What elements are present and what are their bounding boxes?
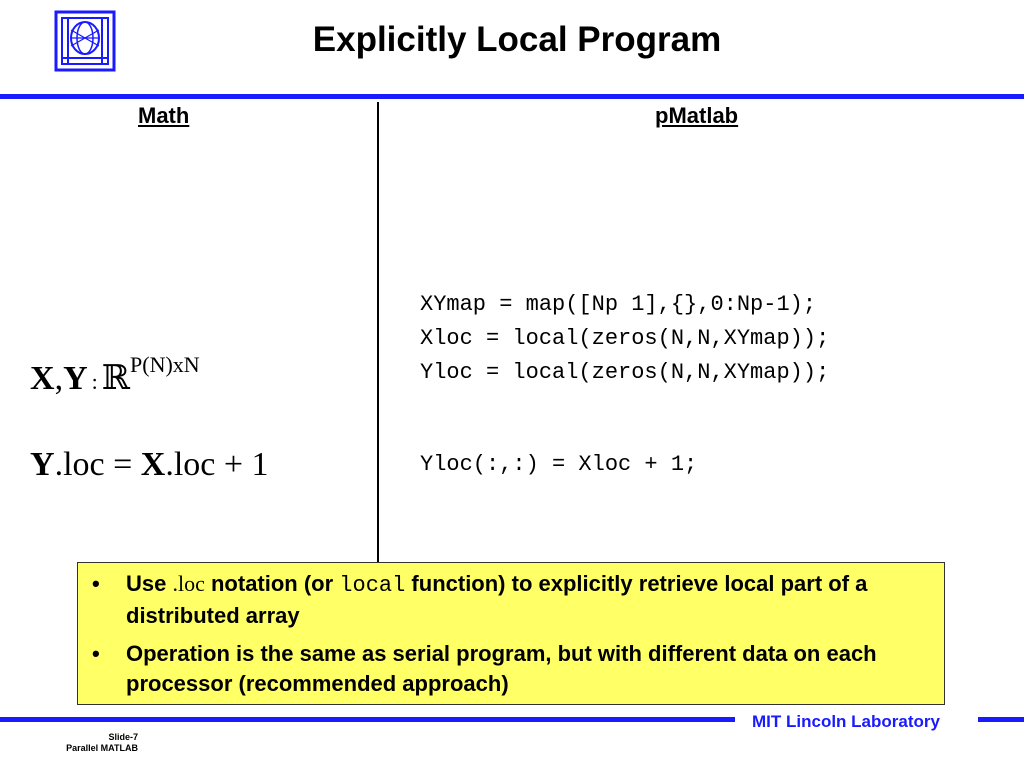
math-op-loc2: .loc + 1 bbox=[165, 446, 269, 483]
bottom-divider-left bbox=[0, 717, 735, 722]
column-divider bbox=[377, 102, 379, 562]
code-operation: Yloc(:,:) = Xloc + 1; bbox=[420, 452, 698, 477]
slide-footer bbox=[48, 732, 138, 754]
math-column-heading: Math bbox=[138, 103, 190, 128]
bullet-item: • Use .loc notation (or local function) to explicitly retrieve local part of a distributed array bbox=[92, 571, 868, 628]
real-numbers-symbol: ℝ bbox=[101, 358, 131, 398]
top-divider bbox=[0, 94, 1024, 99]
math-y: Y bbox=[63, 360, 88, 397]
slide-title: Explicitly Local Program bbox=[312, 20, 722, 59]
math-op-y: Y bbox=[30, 446, 55, 483]
code-line: Xloc = local(zeros(N,N,XYmap)); bbox=[420, 326, 830, 351]
bottom-divider-right bbox=[978, 717, 1024, 722]
bullet-item: • Operation is the same as serial program, but with different data on each processor (recommended approach) bbox=[92, 641, 877, 696]
slide-number: Slide-7 bbox=[108, 732, 138, 742]
code-line: XYmap = map([Np 1],{},0:Np-1); bbox=[420, 292, 817, 317]
pmatlab-column-heading: pMatlab bbox=[655, 103, 739, 128]
bullet-icon: • bbox=[92, 571, 100, 596]
math-operation bbox=[30, 446, 269, 484]
course-name: Parallel MATLAB bbox=[66, 743, 138, 753]
code-line: Yloc = local(zeros(N,N,XYmap)); bbox=[420, 360, 830, 385]
math-op-x: X bbox=[140, 446, 166, 483]
loc-notation: .loc bbox=[172, 571, 205, 596]
code-declarations bbox=[420, 288, 829, 390]
summary-callout bbox=[77, 562, 945, 705]
local-function: local bbox=[339, 573, 406, 598]
math-x: X bbox=[30, 360, 55, 397]
lab-name: MIT Lincoln Laboratory bbox=[752, 712, 940, 731]
math-comma: , bbox=[54, 360, 64, 397]
math-dimension: P(N)xN bbox=[130, 352, 200, 377]
math-colon: : bbox=[91, 369, 98, 394]
math-declaration bbox=[30, 352, 200, 398]
bullet-icon: • bbox=[92, 641, 100, 666]
math-op-loc1: .loc = bbox=[54, 446, 141, 483]
